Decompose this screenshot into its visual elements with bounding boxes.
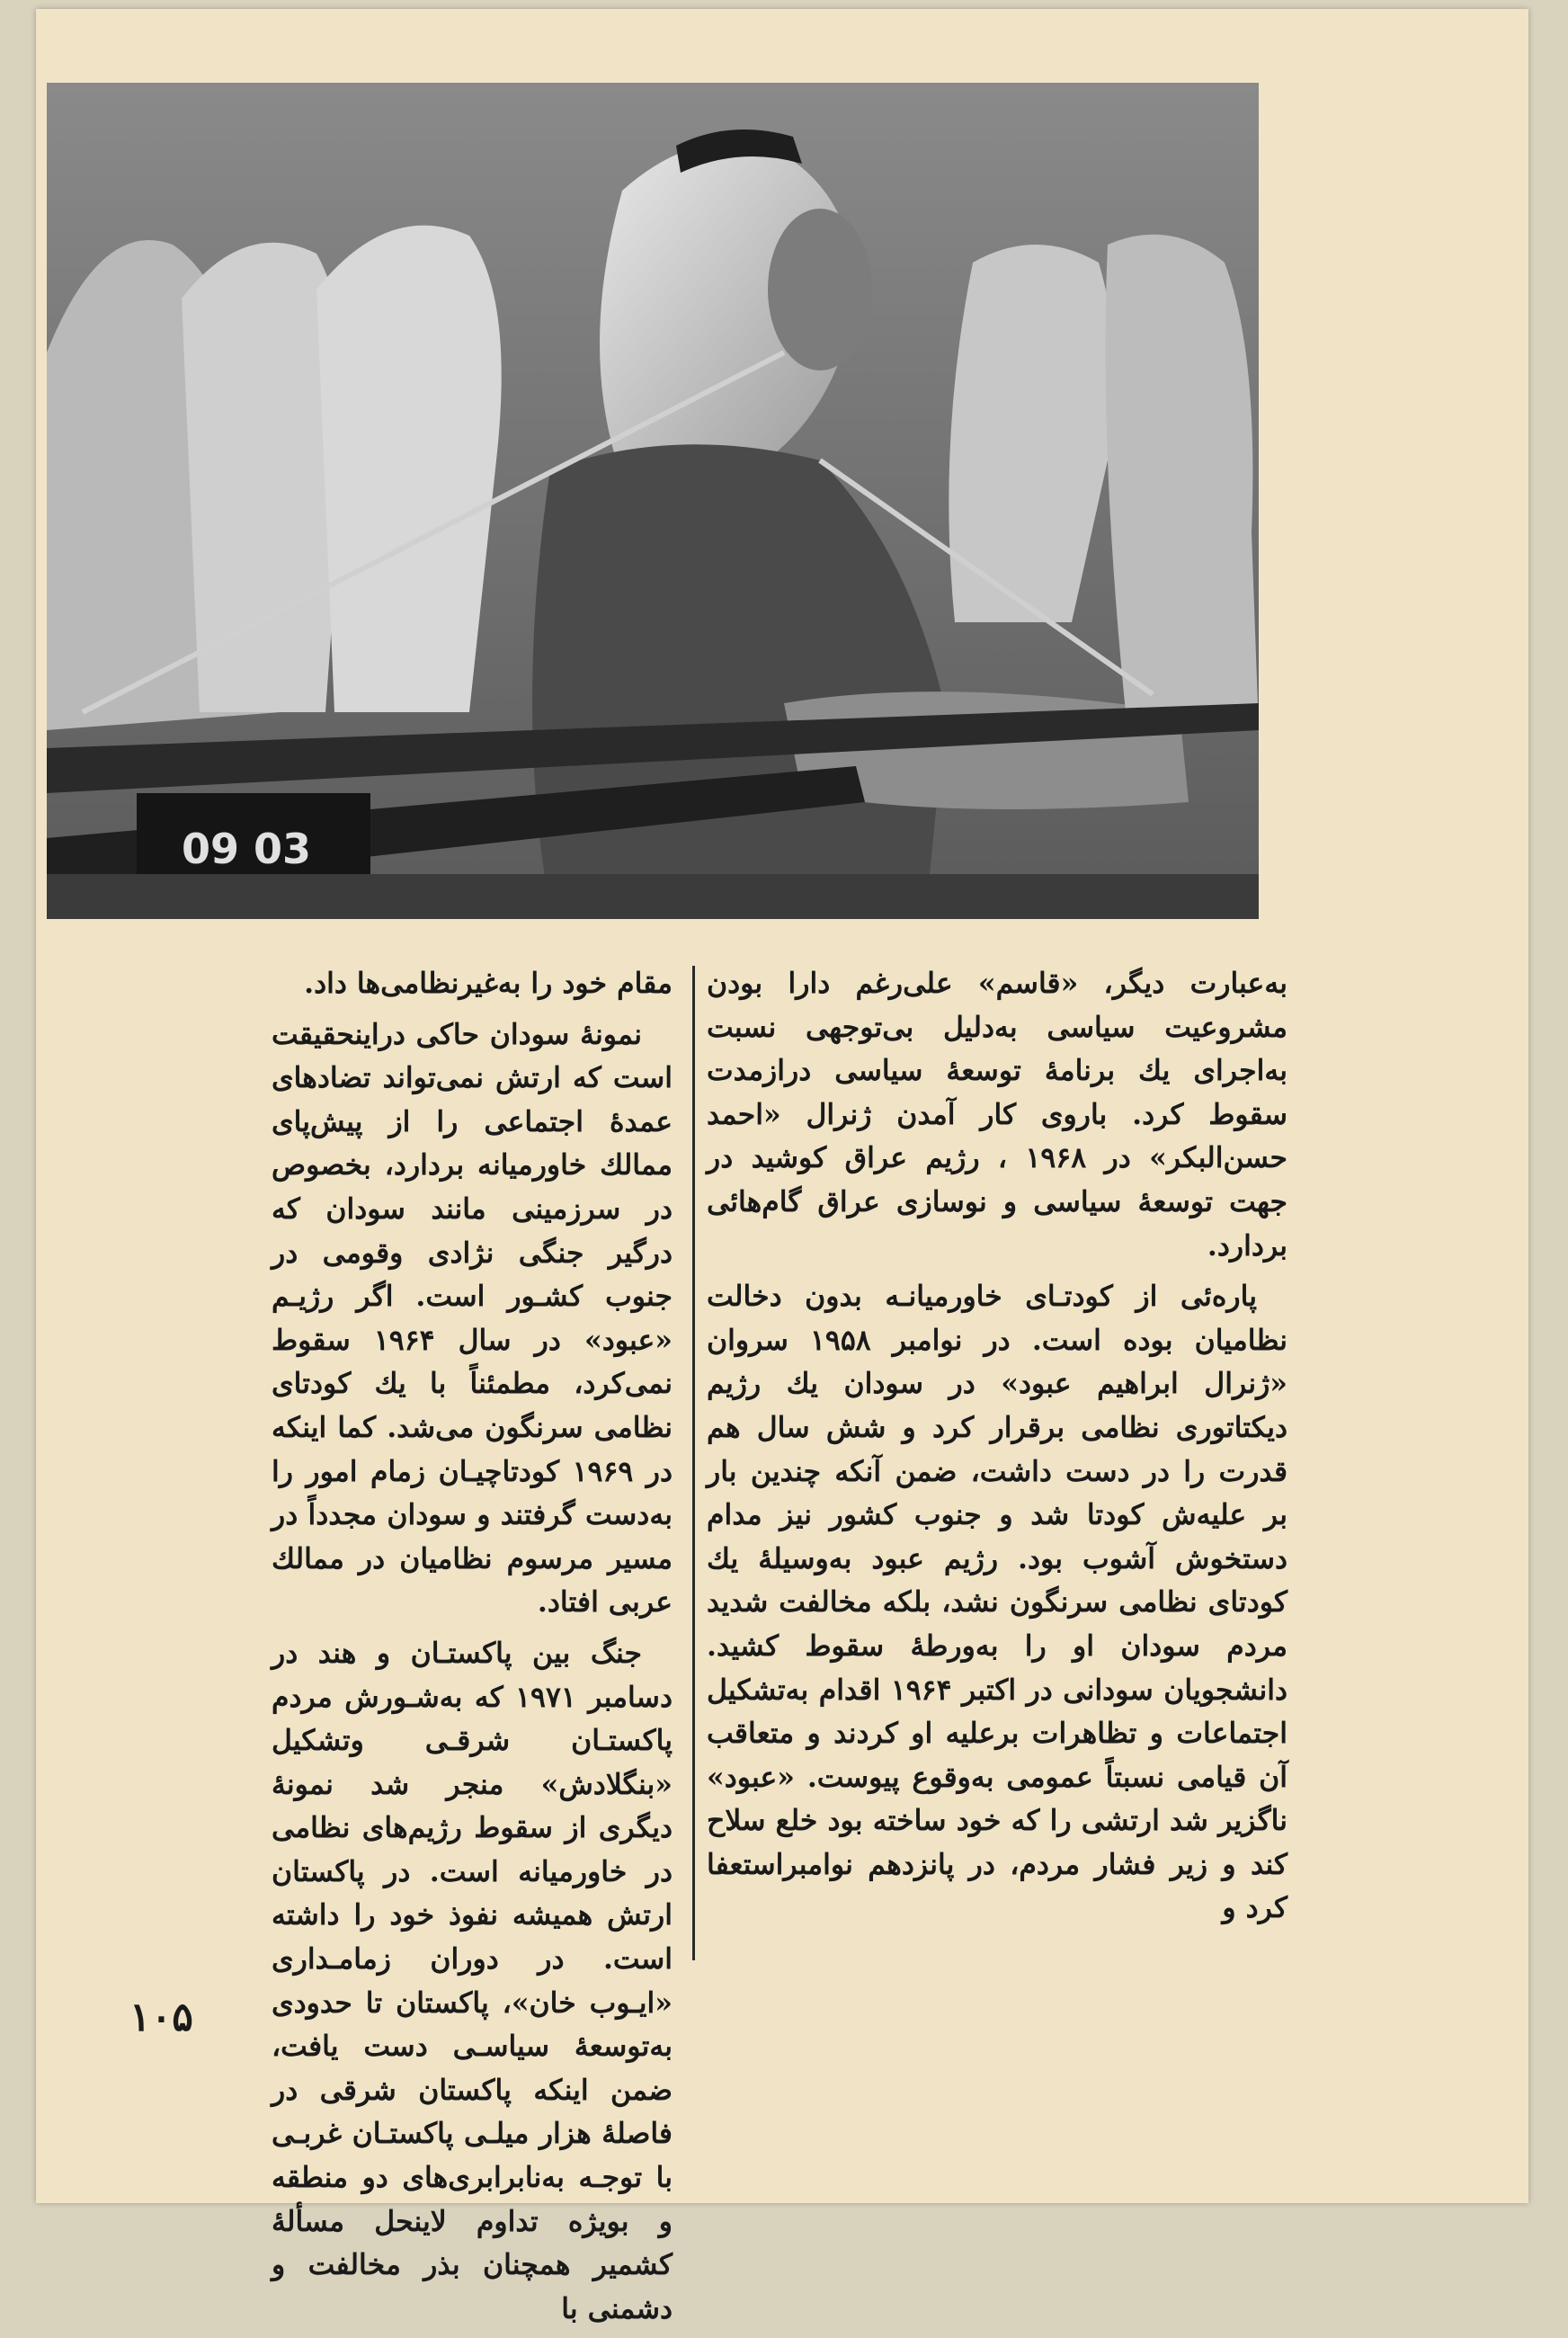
- text-column-left: [272, 962, 673, 2338]
- paragraph: مقام خود را به‌غیرنظامی‌ها داد.: [304, 967, 673, 1000]
- document-page: [36, 9, 1528, 2325]
- column-divider: [692, 966, 695, 1960]
- soldiers-photo: [47, 83, 1259, 919]
- paragraph: به‌عبارت دیگر، «قاسم» علی‌رغم دارا بودن مشروعیت سیاسی به‌دلیل بی‌توجهی نسبت به‌اجرای یك برنامهٔ توسعهٔ سیاسی درازمدت سقوط کرد. باروی کار آمدن ژنرال «احمد حسن‌البکر» در ۱۹۶۸ ، رژیم عراق کوشید در جهت توسعهٔ سیاسی و نوسازی عراق گام‌هائی بردارد.: [707, 967, 1287, 1263]
- paragraph: پاره‌ئی از کودتـای خاورمیانـه بدون دخالت نظامیان بوده است. در نوامبر ۱۹۵۸ سروان «ژنرال ابراهیم عبود» در سودان یك رژیم دیکتاتوری نظامی برقرار کرد و شش سال هم قدرت را در دست داشت، ضمن آنکه چندین بار بر علیه‌ش کودتا شد و جنوب کشور نیز مدام دستخوش آشوب بود. رژیم عبود به‌وسیلهٔ یك کودتای نظامی سرنگون نشد، بلکه مخالفت شدید مردم سودان او را به‌ورطهٔ سقوط کشید. دانشجویان سودانی در اکتبر ۱۹۶۴ اقدام به‌تشکیل اجتماعات و تظاهرات برعلیه او کردند و متعاقب آن قیامی نسبتاً عمومی به‌وقوع پیوست. «عبود» ناگزیر شد ارتشی را که خود ساخته بود خلع سلاح کند و زیر فشار مردم، در پانزدهم نوامبراستعفا کرد و: [707, 1280, 1287, 1925]
- paragraph: جنگ بین پاکستـان و هند در دسامبر ۱۹۷۱ که به‌شـورش مردم پاکستـان شرقـی وتشکیل «بنگلادش» منجر شد نمونهٔ دیگری از سقوط رژیم‌های نظامی در خاورمیانه است. در پاکستان ارتش همیشه نفوذ خود را داشته است. در دوران زمامـداری «ایـوب خان»، پاکستان تا حدودی به‌توسعهٔ سیاسـی دست یافت، ضمن اینکه پاکستان شرقی در فاصلهٔ هزار میلـی پاکستـان غربـی با توجـه به‌نابرابری‌های دو منطقه و بویژه تداوم لاینحل مسألهٔ کشمیر همچنان بذر مخالفت و دشمنی با: [272, 1636, 673, 2325]
- paragraph: نمونهٔ سودان حاکی دراینحقیقت است که ارتش نمی‌تواند تضادهای عمدهٔ اجتماعی را از پیش‌پای ممالك خاورمیانه بردارد، بخصوص در سرزمینی مانند سودان که درگیر جنگی نژادی وقومی در جنوب کشـور است. اگر رژیـم «عبود» در سال ۱۹۶۴ سقوط نمی‌کرد، مطمئناً با یك کودتای نظامی سرنگون می‌شد. کما اینکه در ۱۹۶۹ کودتاچیـان زمام امور را به‌دست گرفتند و سودان مجدداً در مسیر مرسوم نظامیان در ممالك عربی افتاد.: [272, 1017, 673, 1620]
- soldiers-photo-graphic: [47, 83, 1259, 919]
- text-column-right: [707, 962, 1287, 1938]
- page-number: ۱۰۵: [129, 1994, 193, 2040]
- photo-plate-number: 09 03: [182, 825, 312, 873]
